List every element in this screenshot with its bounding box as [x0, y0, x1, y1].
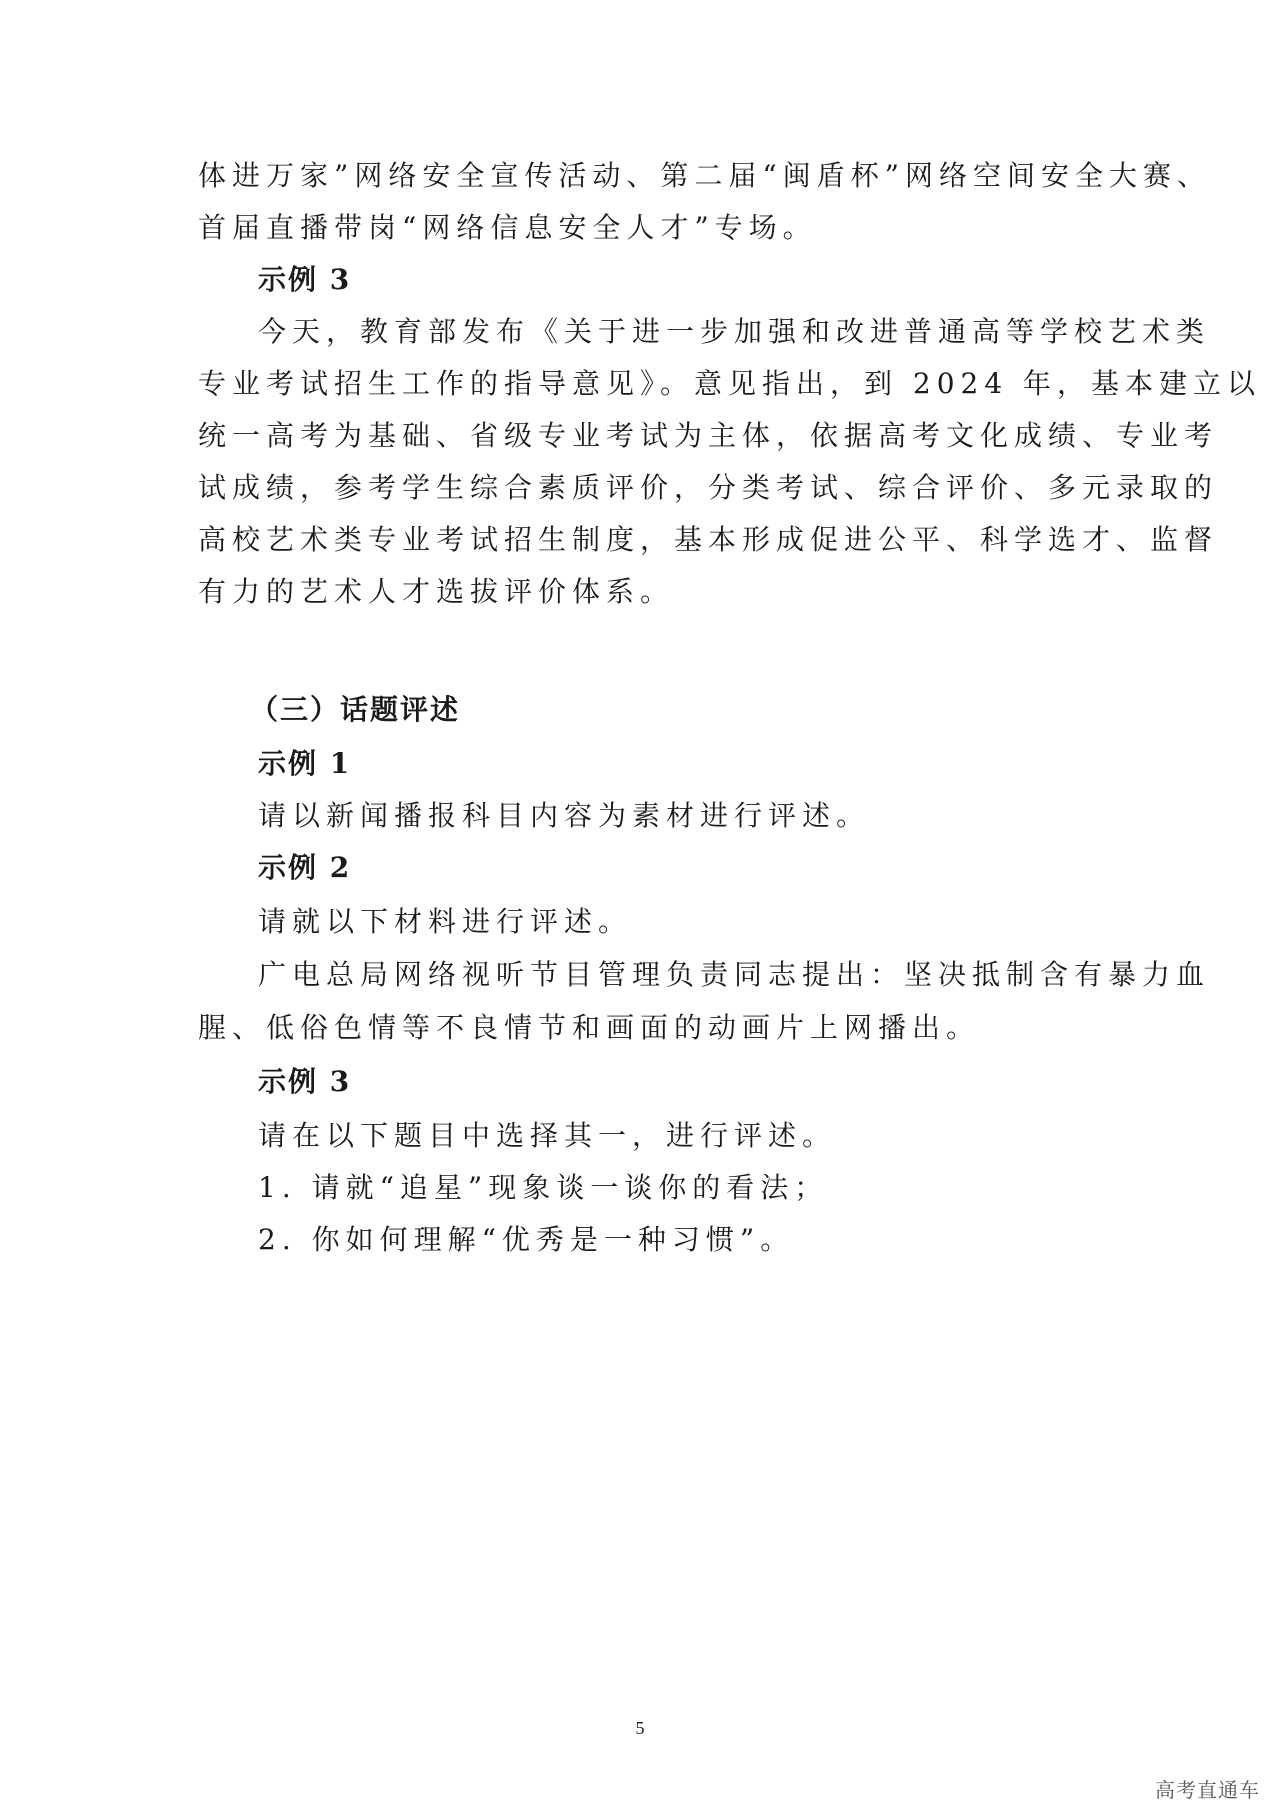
paragraph-line: 腥、低俗色情等不良情节和画面的动画片上网播出。 [198, 1011, 981, 1044]
list-item: 2. 你如何理解“优秀是一种习惯”。 [258, 1223, 795, 1256]
paragraph-line: 高校艺术类专业考试招生制度，基本形成促进公平、科学选才、监督 [198, 523, 1219, 556]
paragraph-line: 请在以下题目中选择其一，进行评述。 [258, 1119, 837, 1152]
paragraph-line: 广电总局网络视听节目管理负责同志提出：坚决抵制含有暴力血 [258, 958, 1211, 991]
watermark-text: 高考直通车 [1155, 1778, 1260, 1802]
example-heading: 示例 3 [258, 1065, 352, 1098]
paragraph-line: 专业考试招生工作的指导意见》。意见指出，到 2024 年，基本建立以 [198, 367, 1262, 400]
example-heading: 示例 3 [258, 263, 352, 296]
paragraph-line: 试成绩，参考学生综合素质评价，分类考试、综合评价、多元录取的 [198, 471, 1219, 504]
paragraph-line: 统一高考为基础、省级专业考试为主体，依据高考文化成绩、专业考 [198, 419, 1219, 452]
paragraph-line: 请就以下材料进行评述。 [258, 905, 633, 938]
section-heading: （三）话题评述 [250, 693, 461, 726]
example-heading: 示例 2 [258, 851, 352, 884]
paragraph-line: 有力的艺术人才选拔评价体系。 [198, 575, 675, 608]
list-item: 1. 请就“追星”现象谈一谈你的看法； [258, 1171, 829, 1204]
page-number: 5 [635, 1718, 645, 1738]
example-heading: 示例 1 [258, 747, 352, 780]
body-line: 体进万家”网络安全宣传活动、第二届“闽盾杯”网络空间安全大赛、 [198, 159, 1211, 192]
paragraph-line: 请以新闻播报科目内容为素材进行评述。 [258, 799, 871, 832]
body-line: 首届直播带岗“网络信息安全人才”专场。 [198, 211, 817, 244]
paragraph-line: 今天，教育部发布《关于进一步加强和改进普通高等学校艺术类 [258, 315, 1211, 348]
